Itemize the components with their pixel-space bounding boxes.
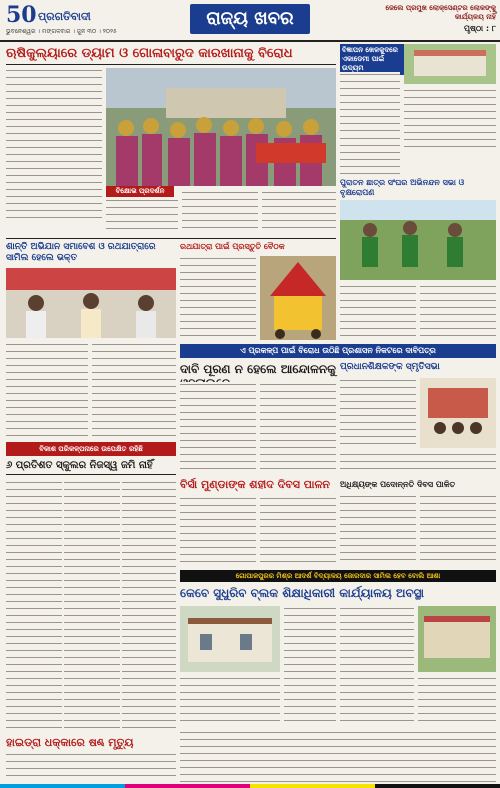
- main-headline: ଋଷିକୁଲ୍ୟାରେ ଡ୍ୟାମ ଓ ଗୋଳାବାରୁଦ କାରଖାନାକୁ ବିରୋଧ: [6, 46, 293, 61]
- color-bar: [0, 784, 500, 788]
- protest-image: [106, 68, 336, 186]
- story-column: [340, 452, 496, 474]
- story-column: [262, 190, 336, 234]
- story-column: [122, 480, 176, 730]
- story-column: [6, 752, 176, 782]
- right-bottom-headline: ଅଧିକ୍ଷ୍ୟଙ୍କ ପଦୋନ୍ନତି ଦିବସ ପାଳିତ: [340, 480, 456, 489]
- divider: [6, 238, 336, 239]
- story-column: [106, 198, 178, 234]
- story-column: [420, 284, 496, 340]
- main-photo: [106, 68, 336, 186]
- center-lower-headline: ଦାବି ପୂରଣ ନ ହେଲେ ଆନ୍ଦୋଳନକୁ: [180, 362, 336, 376]
- school-photo: [418, 606, 496, 672]
- left-lower-box: ବିକାଶ ପରିକଳ୍ପନାରେ ଉପେକ୍ଷିତ ରହିଛି: [6, 442, 176, 456]
- story-column: [260, 382, 336, 474]
- section-title: ରାଜ୍ୟ ଖବର: [190, 4, 310, 34]
- story-column: [182, 190, 258, 234]
- office-photo: [180, 606, 280, 672]
- story-column: [6, 342, 88, 438]
- paper-name: ପ୍ରଗତିବାଦୀ: [38, 10, 91, 23]
- story-column: [418, 676, 496, 726]
- photo-caption: ବିକ୍ଷୋଭ ପ୍ରଦର୍ଶନ: [106, 186, 174, 197]
- story-column: [180, 256, 256, 340]
- building-image: [404, 44, 496, 84]
- building-photo: [404, 44, 496, 84]
- mid-banner: ଏ ପ୍ରକଳ୍ପ ପାଇଁ ବିରୋଧ ଉଠିଛି ପ୍ରଶାସନ ନିକଟରେ ଦାବିପତ୍ର: [180, 344, 496, 358]
- story-column: [180, 730, 496, 782]
- black-strip: ଗୋପାଳପୁରର ମିଶ୍ର ଆଦର୍ଶ ବିଦ୍ୟାଳୟ ଜୋରଦାର ସାମିଲ ହେବ ବୋଲି ଆଶା: [180, 570, 496, 582]
- divider: [6, 64, 336, 65]
- story-column: [180, 382, 256, 474]
- top-right-headline: ଜେଲେ ପ୍ରମୁଖ ଲୋକ୍ସେଣ୍ଟର ଲୋକଙ୍କୁ କାର୍ଯ୍ୟଳୟ ନାହିଁ: [385, 4, 496, 21]
- newspaper-logo: [4, 2, 124, 36]
- center-bottom-headline: ବିର୍ସା ମୁଣ୍ଡାଙ୍କ ଶହୀଦ ଦିବସ ପାଳନ: [180, 478, 331, 491]
- story-column: [64, 480, 120, 730]
- meeting-photo: [6, 268, 176, 338]
- story-column: [420, 494, 496, 566]
- school-image: [418, 606, 496, 672]
- story-column: [180, 496, 256, 566]
- memorial-image: [420, 378, 496, 448]
- dateline: ଭୁବନେଶ୍ୱର । ମଙ୍ଗଳବାର । ଜୁନ ୩୦ । ୨୦୨୫: [6, 28, 117, 35]
- masthead: [0, 0, 500, 42]
- bottom-left-headline: ହାଇଡ୍ରା ଧକ୍କାରେ ଷଣ୍ଢ ମୃତ୍ୟୁ: [6, 736, 134, 749]
- office-image: [180, 606, 280, 672]
- left-mid-headline: ଶାନ୍ତି ଅଭିଯାନ ସମାବେଶ ଓ ରଥଯାତ୍ରାରେ ସାମିଲ ହେଲେ ଭକ୍ତ: [6, 242, 156, 263]
- tree-planting-image: [340, 200, 496, 280]
- story-column: [404, 88, 496, 148]
- story-column: [340, 284, 416, 340]
- right-second-headline: ପୁରାତନ ଛାତ୍ର ସଂଘର ଅଭିନନ୍ଦନ ସଭା ଓ ବୃକ୍ଷରୋପଣ: [340, 178, 465, 197]
- story-column: [340, 72, 400, 132]
- main-story-text: [6, 68, 102, 218]
- left-lower-headline: ୬ ପ୍ରତିଶତ ସ୍କୁଲର ନିଜସ୍ୱ ଜମି ନାହିଁ: [6, 460, 176, 475]
- story-column: [180, 676, 280, 726]
- memorial-photo: [420, 378, 496, 448]
- right-mid-headline: ପ୍ରଧାନଶିକ୍ଷକଙ୍କ ସ୍ମୃତିସଭା: [340, 362, 440, 372]
- meeting-image: [6, 268, 176, 338]
- center-mid-headline: ରଥଯାତ୍ରା ପାଇଁ ପ୍ରସ୍ତୁତି ବୈଠକ: [180, 242, 285, 251]
- page-number: ପୃଷ୍ଠା : ୮: [464, 24, 496, 33]
- story-column: [284, 606, 336, 726]
- story-column: [340, 136, 400, 176]
- story-column: [260, 496, 336, 566]
- right-top-headline: ବିଜ୍ଞାପନ ଖେଳକୁଦରେ ଏକାଡେମୀ ପାଇଁ ଉଦ୍ୟମ: [340, 44, 404, 75]
- bottom-headline: କେବେ ସୁଧୁରିବ ବ୍ଲକ ଶିକ୍ଷାଧିକାରୀ କାର୍ଯ୍ୟାଳୟ ଅବସ୍ଥା: [180, 586, 425, 600]
- story-column: [92, 342, 176, 438]
- story-column: [6, 480, 62, 730]
- story-column: [340, 378, 416, 448]
- tree-planting-photo: [340, 200, 496, 280]
- story-column: [340, 494, 416, 566]
- logo-number: 50: [6, 2, 37, 28]
- rath-image: [260, 256, 336, 340]
- rath-photo: [260, 256, 336, 340]
- story-column: [340, 606, 414, 726]
